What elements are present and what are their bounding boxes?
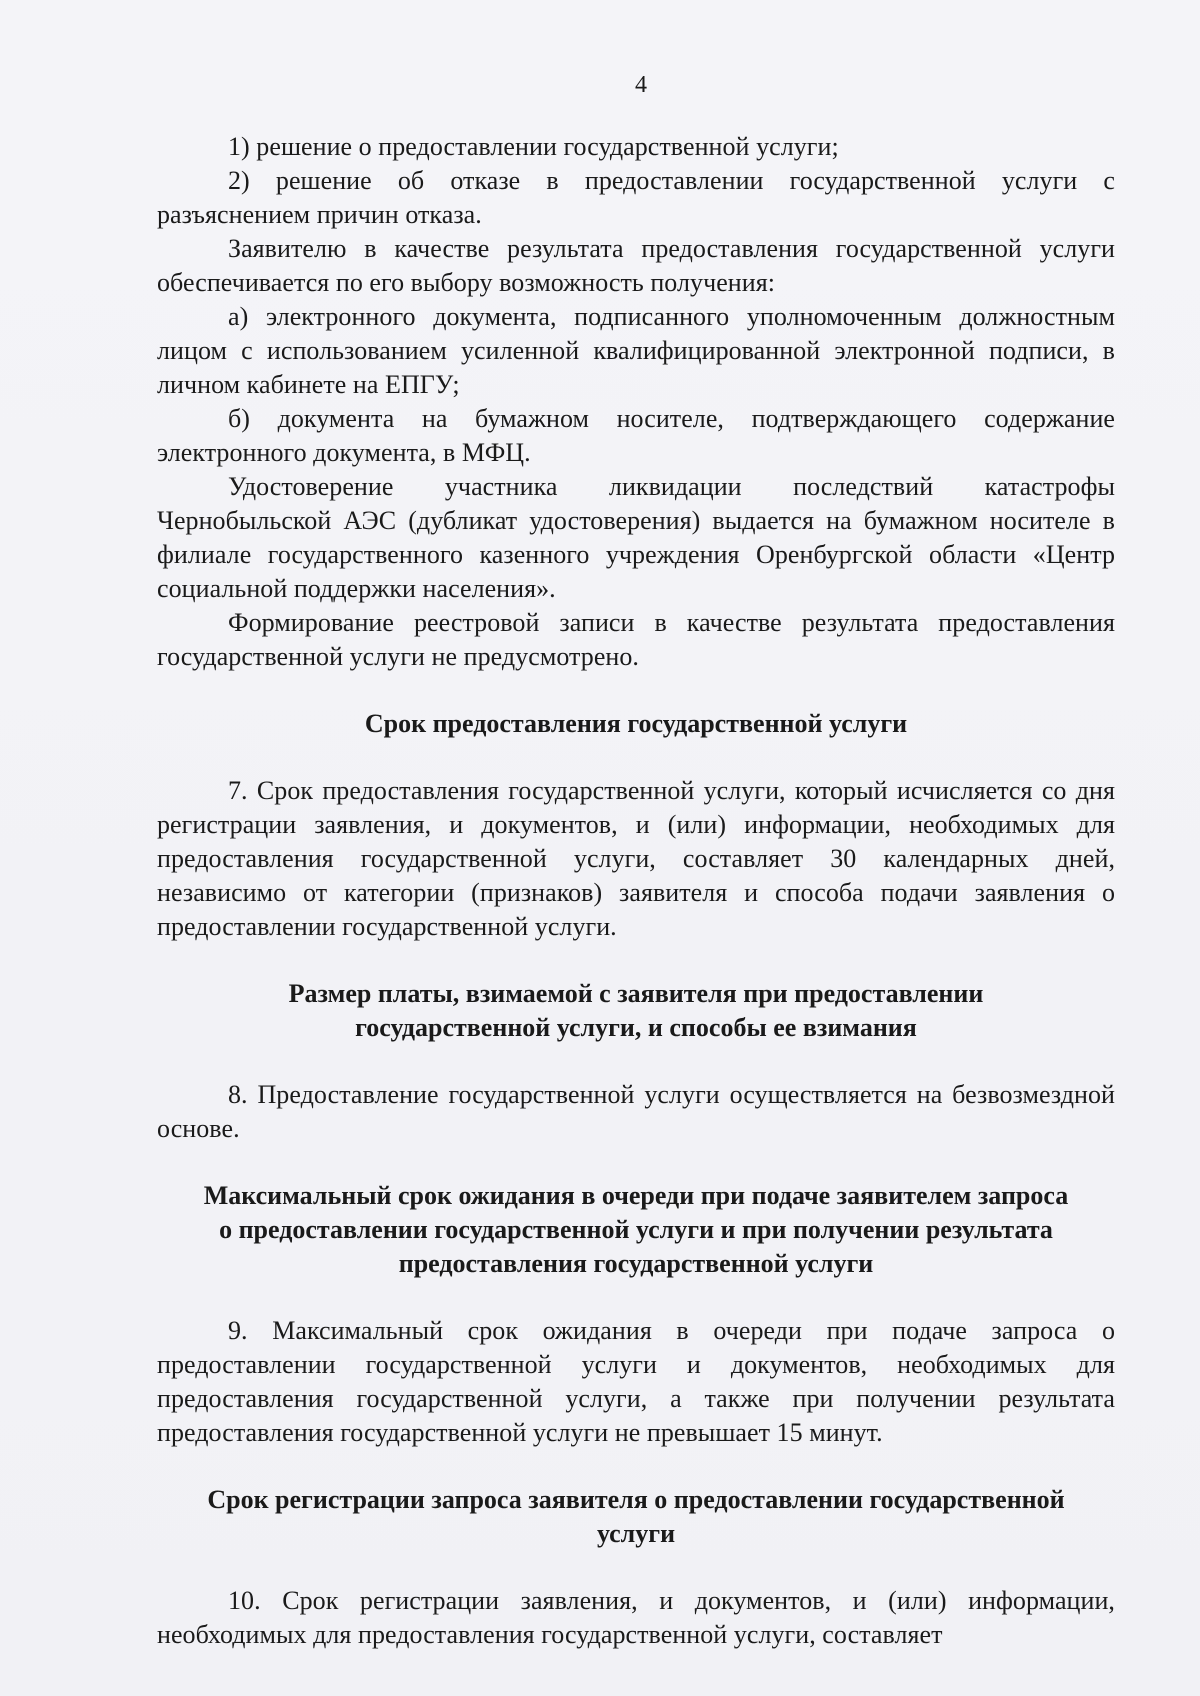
section-heading-registration-term-line-2: услуги <box>596 1519 676 1548</box>
clause-8-paragraph: 8. Предоставление государственной услуги осуществляется на безвозмездной основе. <box>157 1080 1115 1143</box>
clause-10-paragraph: 10. Срок регистрации заявления, и документов, и (или) информации, необходимых для предоставления государственной услуги, составляет <box>157 1586 1115 1649</box>
section-heading-fee <box>157 977 1115 1045</box>
result-options-intro: Заявителю в качестве результата предоставления государственной услуги обеспечивается по его выбору возможность получения: <box>157 234 1115 297</box>
result-item-decision: 1) решение о предоставлении государственной услуги; <box>228 132 839 161</box>
clause-7-paragraph: 7. Срок предоставления государственной услуги, который исчисляется со дня регистрации заявления, и документов, и (или) информации, необходимых для предоставления государственной услуги, составляет 30 календарных дней, независимо от категории (признаков) заявителя и способа подачи заявления о предоставлении государственной услуги. <box>157 776 1115 941</box>
section-heading-service-term: Срок предоставления государственной услуги <box>364 709 908 738</box>
section-heading-fee-line-2: государственной услуги, и способы ее взимания <box>355 1013 917 1042</box>
section-heading-registration-term <box>157 1483 1115 1551</box>
section-heading-queue-time <box>157 1179 1115 1281</box>
result-option-paper: б) документа на бумажном носителе, подтверждающего содержание электронного документа, в МФЦ. <box>157 404 1115 467</box>
result-item-refusal: 2) решение об отказе в предоставлении государственной услуги с разъяснением причин отказа. <box>157 166 1115 229</box>
clause-9-paragraph: 9. Максимальный срок ожидания в очереди при подаче запроса о предоставлении государственной услуги и документов, необходимых для предоставления государственной услуги, а также при получении результата предоставления государственной услуги не превышает 15 минут. <box>157 1316 1115 1447</box>
section-heading-queue-time-line-1: Максимальный срок ожидания в очереди при подаче заявителем запроса <box>203 1181 1069 1210</box>
registry-record-paragraph: Формирование реестровой записи в качестве результата предоставления государственной услуги не предусмотрено. <box>157 608 1115 671</box>
section-heading-queue-time-line-2: о предоставлении государственной услуги и при получении результата <box>219 1215 1053 1244</box>
certificate-issuance-paragraph: Удостоверение участника ликвидации последствий катастрофы Чернобыльской АЭС (дубликат удостоверения) выдается на бумажном носителе в филиале государственного казенного учреждения Оренбургской области «Центр социальной поддержки населения». <box>157 472 1115 603</box>
result-option-electronic: а) электронного документа, подписанного уполномоченным должностным лицом с использованием усиленной квалифицированной электронной подписи, в личном кабинете на ЕПГУ; <box>157 302 1115 399</box>
page-number: 4 <box>635 72 647 98</box>
section-heading-registration-term-line-1: Срок регистрации запроса заявителя о предоставлении государственной <box>207 1485 1065 1514</box>
section-heading-fee-line-1: Размер платы, взимаемой с заявителя при предоставлении <box>288 979 984 1008</box>
section-heading-queue-time-line-3: предоставления государственной услуги <box>398 1249 874 1278</box>
